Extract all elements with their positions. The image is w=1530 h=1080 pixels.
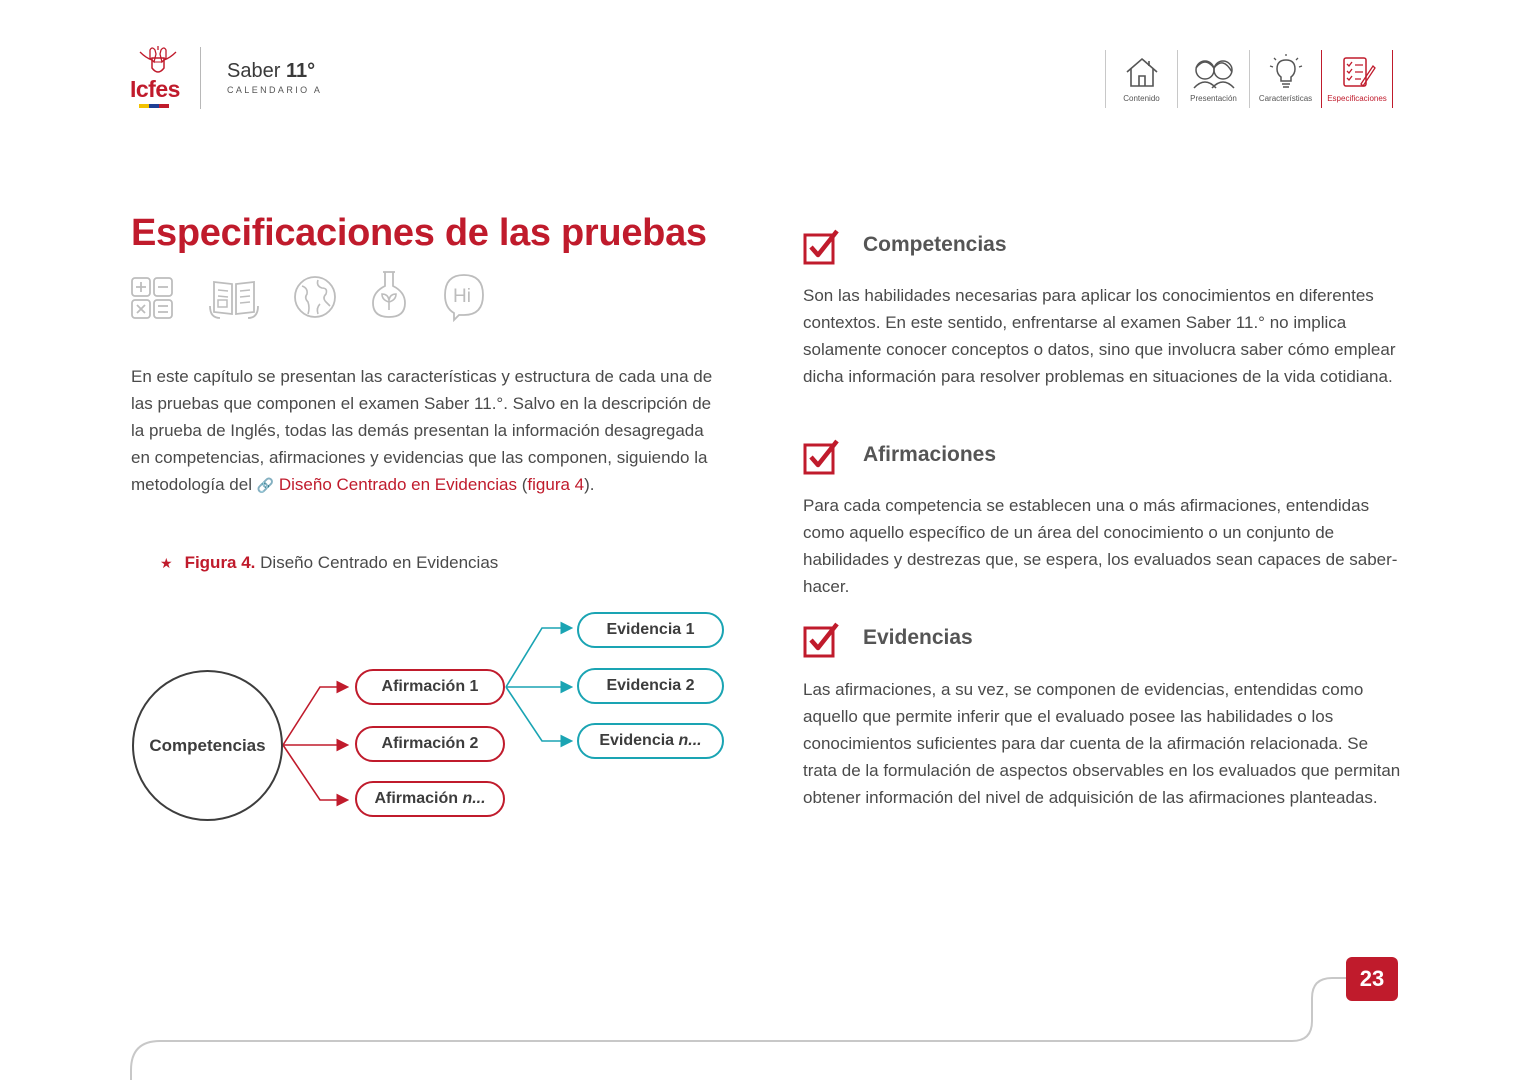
section-body-evidencias: Las afirmaciones, a su vez, se componen de evidencias, entendidas como aquello que permite inferir que el evaluado posee las habilidades o los conocimientos suficientes para dar cuenta de la afirmación relacionada. Se trata de la formulación de aspectos observables en los evaluados que permitan obtener información del nivel de adquisición de las afirmaciones planteadas. — [803, 680, 1401, 807]
evidencia-1-node: Evidencia 1 — [577, 612, 724, 648]
star-icon: ★ — [160, 555, 173, 571]
section-title-evidencias: Evidencias — [863, 626, 973, 649]
intro-text: En este capítulo se presentan las características y estructura de cada una de las pruebas que componen el examen Saber 11.°. Salvo en la descripción de la prueba de Inglés, todas las demás presentan la información desagregada en competencias, afirmaciones y evidencias que las componen, siguiendo la metodología del — [131, 367, 713, 494]
intro-close: ). — [584, 475, 595, 494]
nav-label: Características — [1258, 94, 1313, 103]
logo-wordmark: Icfes — [130, 76, 180, 102]
figure-number: Figura 4. — [184, 553, 256, 572]
brand-title: Saber 11° — [227, 60, 316, 82]
afirmacion-2-node: Afirmación 2 — [355, 726, 505, 762]
nav-label: Especificaciones — [1327, 94, 1387, 103]
intro-open: ( — [517, 475, 528, 494]
section-body-afirmaciones: Para cada competencia se establecen una o más afirmaciones, entendidas como aquello específico de un área del conocimiento o un conjunto de habilidades y destrezas que, se espera, los evaluados sean capaces de saber-hacer. — [803, 496, 1398, 596]
section-body-competencias: Son las habilidades necesarias para aplicar los conocimientos en diferentes contextos. En este sentido, enfrentarse al examen Saber 11.° no implica solamente conocer conceptos o datos, sino que involucra saber cómo emplear dicha información para resolver problemas en situaciones de la vida cotidiana. — [803, 286, 1396, 386]
page-title: Especificaciones de las pruebas — [131, 212, 707, 254]
evidencia-n-prefix: Evidencia — [599, 732, 679, 749]
section-title-afirmaciones: Afirmaciones — [863, 443, 997, 466]
brand-calendar: CALENDARIO A — [227, 85, 323, 95]
dce-link[interactable]: Diseño Centrado en Evidencias — [278, 475, 518, 494]
figure-4-link[interactable]: figura 4 — [527, 475, 585, 494]
section-title-competencias: Competencias — [863, 233, 1007, 256]
hi-text: Hi — [453, 286, 471, 307]
evidencia-2-node: Evidencia 2 — [577, 668, 724, 704]
figure-caption-text: Diseño Centrado en Evidencias — [255, 553, 499, 572]
nav-label: Presentación — [1190, 94, 1237, 103]
afirmacion-n-italic: n... — [462, 790, 486, 807]
afirmacion-1-node: Afirmación 1 — [355, 669, 505, 705]
nav-label: Contenido — [1123, 94, 1160, 103]
page-number: 23 — [1346, 957, 1398, 1001]
evidencia-n-italic: n... — [678, 732, 702, 749]
link-icon: 🔗 — [256, 477, 275, 493]
competencias-node: Competencias — [132, 670, 283, 821]
afirmacion-n-prefix: Afirmación — [374, 790, 463, 807]
